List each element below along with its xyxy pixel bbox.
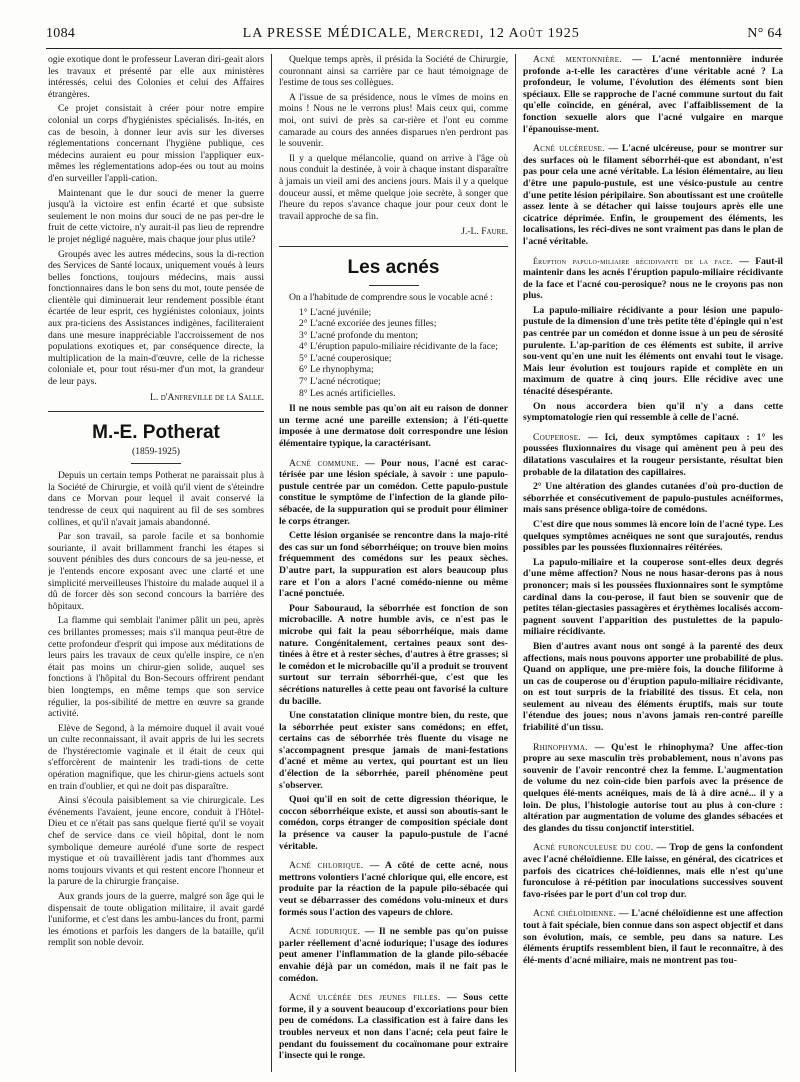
subsection-label: Rhinophyma. [533,741,588,753]
subsection-label: Acné ulcéreuse. [533,143,605,155]
column-left [48,54,264,1072]
list-item: 4° L'éruption papulo-miliaire récidivante de la face; [299,341,498,353]
article-signature: L. d'Anfreville de la Salle. [150,391,264,403]
subsection-label: Acné ulcérée des jeunes filles. [289,992,441,1004]
list-item: 1° L'acné juvénile; [299,306,372,318]
column-divider [271,54,272,1072]
paragraph [523,54,783,135]
obituary-dates: (1859-1925) [132,446,180,458]
paragraph: 2° Une altération des glandes cutanées d'où pro-duction de séborrhée et consécutivement de papulo-pustules acnéiformes, mais sans présence obliga-toire de comédons. [523,481,783,516]
subsection-label: Couperose. [533,431,581,443]
paragraph: On nous accordera bien qu'il n'y a dans cette symptomatologie rien qui ressemble à celle de l'acné. [523,400,783,424]
subsection-label: Acné commune. [289,457,359,469]
page-header [46,26,782,46]
acne-list [299,307,508,400]
paragraph: C'est dire que nous sommes là encore loin de l'acné type. Les quelques symptômes acnéiques ne sont que surajoutés, rendus possibles par les poussées fluxionnaires réitérées. [523,518,783,554]
paragraph: Il ne nous semble pas qu'on ait eu raison de donner un terme acné une pareille extension; à l'éti-quette imposée à une dermatose doit correspondre une lésion élémentaire typique, la caractérisant. [279,403,508,450]
paragraph: Maintenant que le dur souci de mener la guerre jusqu'à la victoire est enfin écarté et que subsiste seulement le non moins dur souci de ne pas per-dre le fruit de cette victoire, n'y aurait-il pas lieu de reprendre le projet négligé naguère, mais chaque jour plus utile? [48,187,264,245]
paragraph [523,908,783,966]
paragraph: Elève de Segond, à la mémoire duquel il avait voué un culte reconnaissant, il avait appris de lui les secrets de l'hystérectomie vaginale et il était de ceux qui s'efforcèrent de maintenir les tradi-tions de cette opération magnifique, que les chirur-giens actuels sont en train d'oublier, et qui ne doit pas disparaître. [48,722,264,792]
list-item: 2° L'acné excoriée des jeunes filles; [299,318,437,330]
subsection-label: Éruption papulo-miliaire récidivante de la face. [533,256,733,266]
paragraph: Quoi qu'il en soit de cette digression théorique, le coccon séborrhéique existe, et aussi son aboutis-sant le comédon, corps étranger de composition spéciale dont la présence va causer la papulo-pustule de l'acné véritable. [279,794,508,852]
column-divider [515,54,516,1072]
paragraph: Par son travail, sa parole facile et sa bonhomie souriante, il avait brillamment franchi les étapes si souvent pénibles des durs concours de sa jeu-nesse, et je l'entends encore exposant avec une clarté et une simplicité merveilleuses l'histoire du malade auquel il a dû de forcer dès son second concours la barrière des hôpitaux. [48,531,264,612]
short-rule [369,285,419,286]
issue-number: N° 64 [747,26,782,41]
paragraph: Cette lésion organisée se rencontre dans la majo-rité des cas sur un fond séborrhéique; on trouve bien moins fréquemment des comédons sur les peaux sèches. D'autre part, la suppuration est alors beaucoup plus rare et l'on a alors l'acné comédo-nienne ou même l'acné ponctuée. [279,530,508,600]
paragraph-text: — L'acné ulcéreuse, pour se montrer sur des surfaces où le filament séborrhéi-que est abondant, n'est pas pour cela une acné véritable. La lésion élémentaire, au lieu d'être une papulo-pustule, est une vésico-pustule au centre d'une petite lésion péripilaire. Son aboutissant est une croûtelle assez lente à se détacher qui laisse toujours après elle une cicatrice déprimée. Enfin, le groupement des éléments, les localisations, les réci-dives ne sont vraiment pas dans le plan de l'acné véritable. [523,143,783,247]
section-divider [48,411,264,412]
paragraph: La papulo-miliaire récidivante a pour lésion une papulo-pustule de la dimension d'une très petite tête d'épingle qui n'est pas centrée par un comédon et donne issue à un peu de sérosité purulente. L'ap-parition de ces éléments est subite, il arrive sou-vent qu'en une nuit les éléments ont envahi tout le visage. Mais leur évolution est toujours rapide et complète en un maximum de quatre à cinq jours. Elle récidive avec une ténacité désespérante. [523,304,783,398]
paragraph [523,432,783,478]
subsection-label: Acné chlorique. [289,860,364,872]
paragraph-text: — Trop de gens la confondent avec l'acné chéloïdienne. Elle laisse, en général, des cicatrices et parfois des cicatrices ché-loïdiennes, mais elle n'est qu'une furonculose à ré-pétition par inoculations successives souvent favo-risées par le port d'un col trop dur. [523,842,783,900]
paragraph: A l'issue de sa présidence, nous le vîmes de moins en moins ! Nous ne le verrons plus! Mais ceux qui, comme moi, ont suivi de près sa car-rière et l'ont eu comme camarade au cours des années disparues n'en perdront pas le souvenir. [279,91,508,150]
paragraph-text: — L'acné chéloïdienne est une affection tout à fait spéciale, bien connue dans son aspect objectif et dans son évolution, mais, ce semble, peu dans sa nature. Les éléments éruptifs ressemblent bien, il faut le reconnaître, à des élé-ments d'acné miliaire, mais ne montrent pas tou- [523,908,783,966]
paragraph: Quelque temps après, il présida la Société de Chirurgie, couronnant ainsi sa carrière par ce haut témoignage de l'estime de tous ses collègues. [279,54,508,89]
article-title: Les acnés [347,256,440,278]
column-middle [279,54,508,1072]
paragraph: Pour Sabouraud, la séborrhée est fonction de son microbacille. A notre humble avis, ce n'est pas le microbe qui fait la peau séborrhéique, mais dame nature. Congénitalement, certaines peaux sont des-tinées à être et à rester sèches, d'autres à être grasses; si le comédon et le microbacille qu'il a produit se trouvent surtout sur terrain séborrhéi-que, c'est que les sécrétions naturelles à cette peau ont favorisé la culture du bacille. [279,602,508,707]
paragraph [279,860,508,918]
list-item: 3° L'acné profonde du menton; [299,329,419,341]
paragraph: La flamme qui semblait l'animer pâlit un peu, après ces brillantes promesses; mais s'il manqua peut-être de cette profondeur d'esprit qui impose aux méditations de leurs pairs les travaux de ceux qu'elle inspire, ce n'en était pas moins un chirur-gien solide, auquel ses fonctions à l'hôpital du Bon-Secours offrirent pendant bien longtemps, en même temps que son service régulier, la pos-sibilité de mettre en œuvre sa grande activité. [48,615,264,720]
subsection-label: Acné iodurique. [289,926,361,938]
subsection-label: Acné furonculeuse du cou. [533,842,654,854]
list-item: 5° L'acné couperosique; [299,352,392,364]
paragraph-text: — Qu'est le rhinophyma? Une affec-tion propre au sexe masculin très probablement, nous n'avons pas souvenir de l'avoir rencontré chez la femme. L'augmentation de volume du nez coïn-cide bien parfois avec la présence de quelques élé-ments acnéiques, mais de là à dire acné... il y a loin. De plus, l'histologie autorise tout au plus à con-clure : altération par augmentation de volume des glandes sébacées et des glandes du tissu conjonctif interstitiel. [523,741,783,834]
paragraph: Une constatation clinique montre bien, du reste, que la séborrhée peut exister sans comédons; en effet, certains cas de séborrhée très fluente du visage ne s'accompagnent presque jamais de mani-festations d'acné et même au vertex, qui pourtant est un lieu d'élection de la séborrhée, pareil phénomène peut s'observer. [279,710,508,791]
column-right [523,54,783,1072]
paragraph [523,842,783,900]
paragraph [523,143,783,247]
paragraph: La papulo-miliaire et la couperose sont-elles deux degrés d'une même affection? Nous ne nous hasar-derons pas à nous prononcer; mais si les poussées fluxionnaires sont le symptôme cardinal dans la cou-perose, il faut bien se souvenir que de petites télan-giectasies passagères et érythèmes localisés accom-pagnent souvent l'apparition des pustulettes de la papulo-miliaire récidivante. [523,556,783,638]
paragraph-text: — Faut-il maintenir dans les acnés l'éruption papulo-miliaire récidivante de la face et l'acné cou-perosique? nous ne le croyons pas non plus. [523,255,783,302]
paragraph [523,742,783,835]
short-rule [131,463,181,464]
paragraph: Groupés avec les autres médecins, sous la di-rection des Services de Santé locaux, uniquement voués à leurs belles fonctions, toujours médecins, mais aussi fonctionnaires dans le bon sens du mot, toute pensée de clientèle qui diminuerait leur rendement possible étant écartée de leur esprit, ces hygiénistes coloniaux, joints aux pra-ticiens des Assistances indigènes, faciliteraient dans une mesure inappréciable l'accroissement de nos populations exotiques et, par conséquence directe, la multiplication de la main-d'œuvre, celle de la richesse coloniale et, pour tout résu-mer d'un mot, la grandeur de leur pays. [48,248,264,388]
paragraph-text: — Pour nous, l'acné est carac-térisée par une lésion spéciale, à savoir : une papulo-pustule centrée par un comédon. Cette papulo-pustule constitue le symptôme de l'infection de la glande pilo-sébacée, de la suppuration qui se produit pour éliminer le corps étranger. [279,457,508,527]
paragraph [279,992,508,1062]
subsection-label: Acné chéloïdienne. [533,908,617,920]
paragraph [279,458,508,528]
article-signature: J.-L. Faure. [461,226,508,238]
paragraph-text: — Ici, deux symptômes capitaux : 1° les poussées fluxionnaires du visage qui amènent peu à peu des dilatations vasculaires et la rougeur persistante, résultat bien probable de la dilatation des capillaires. [523,431,783,478]
paragraph [279,926,508,984]
paragraph: Bien d'autres avant nous ont songé à la parenté des deux affections, mais nous pouvons apporter une probabilité de plus. Quand on applique, une pre-mière fois, la douche filiforme à un cas de couperose ou d'éruption papulo-miliaire récidivante, on est tout surpris de la friabilité des tissus. Et cela, non seulement au niveau des éléments éruptifs, mais sur toute l'étendue des joues; nous n'avons jamais ren-contré pareille friabilité d'un tissu. [523,640,783,734]
list-item: 7° L'acné nécrotique; [299,376,381,388]
paragraph: On a l'habitude de comprendre sous le vocable acné : [289,291,493,303]
obituary-title: M.-E. Potherat [92,422,220,444]
section-divider [279,246,508,247]
page-number: 1084 [46,26,76,41]
paragraph-text: — L'acné mentonnière indurée profonde a-t-elle les caractères d'une véritable acné ? La profondeur, le volume, l'évolution des éléments sont bien spéciaux. Elle se rapproche de l'acné commune surtout du fait qu'elle coïncide, en général, avec l'affaiblissement de la fonction sexuelle alors que l'acné vulgaire en marque l'épanouisse-ment. [523,54,783,135]
paragraph-text: — A côté de cette acné, nous mettrons volontiers l'acné chlorique qui, elle encore, est produite par la réaction de la papule pilo-sébacée qui veut se débarrasser des comédons volu-mineux et durs formés sous l'action des vapeurs de chlore. [279,860,508,918]
paragraph: ogie exotique dont le professeur Laveran diri-geait alors les travaux et présenté par elle aux ministères intéressés, celui des Colonies et celui des Affaires étrangères. [48,54,264,100]
paragraph: Aux grands jours de la guerre, malgré son âge qui le dispensait de toute obligation militaire, il avait gardé l'uniforme, et c'est dans les ambu-lances du front, parmi les émotions et parfois les dangers de la bataille, qu'il remplit son noble devoir. [48,891,264,949]
subsection-label: Acné mentonnière. [533,54,623,65]
paragraph-text: — Il ne semble pas qu'on puisse parler réellement d'acné iodurique; l'usage des iodures peut amener l'inflammation de la glande pilo-sébacée envahie déjà par un comédon, mais il ne fait pas le comédon. [279,926,508,984]
paragraph: Ce projet consistait à créer pour notre empire colonial un corps d'hygiénistes spécialisés. In-ités, en cas de besoin, à donner leur avis sur les diverses réglementations concernant l'hygiène publique, ces médecins auraient eu pour mission l'appliquer eux-mêmes les réglementations adop-ées ou tout au moins d'en surveiller l'appli-cation. [48,103,264,184]
paragraph: Il y a quelque mélancolie, quand on arrive à l'âge où nous conduit la destinée, à voir à chaque instant disparaître à jamais un vieil ami des anciens jours. Mais il y a quelque douceur aussi, et même quelque joie secrète, à songer que l'heure du repos s'avance chaque jour pour ceux dont le travail approche de sa fin. [279,152,508,222]
paragraph: Ainsi s'écoula paisiblement sa vie chirurgicale. Les événements l'avaient, jeune encore, conduit à l'Hôtel-Dieu et ce n'était pas sans quelque fierté qu'il se voyait chef de service dans ce vieil hôpital, dont le nom symbolique demeure auréolé d'une sorte de respect mystique et où travaillèrent jadis tant d'hommes aux noms toujours vivants et qui restent encore l'honneur et la parure de la chirurgie française. [48,795,264,888]
paragraph [523,256,783,302]
list-item: 6° Le rhynophyma; [299,364,374,376]
list-item: 8° Les acnés artificielles. [299,387,396,399]
paragraph-text: — Sous cette forme, il y a souvent beaucoup d'excoriations pour bien peu de comédons. La classification est à faire dans les troubles nerveux et non dans l'acné; cela peut faire le pendant du fouissement du cocaïnomane pour extraire l'insecte qui le ronge. [279,992,508,1062]
journal-title: LA PRESSE MÉDICALE, Mercredi, 12 Août 1925 [242,26,580,41]
header-rule [46,48,782,49]
paragraph: Depuis un certain temps Potherat ne paraissait plus à la Société de Chirurgie, et voilà qu'il vient de s'éteindre dans ce Morvan pour lequel il avait conservé la tendresse de ceux qui naquirent au fil de ses sombres collines, et qu'il n'avait jamais abandonné. [48,470,264,528]
